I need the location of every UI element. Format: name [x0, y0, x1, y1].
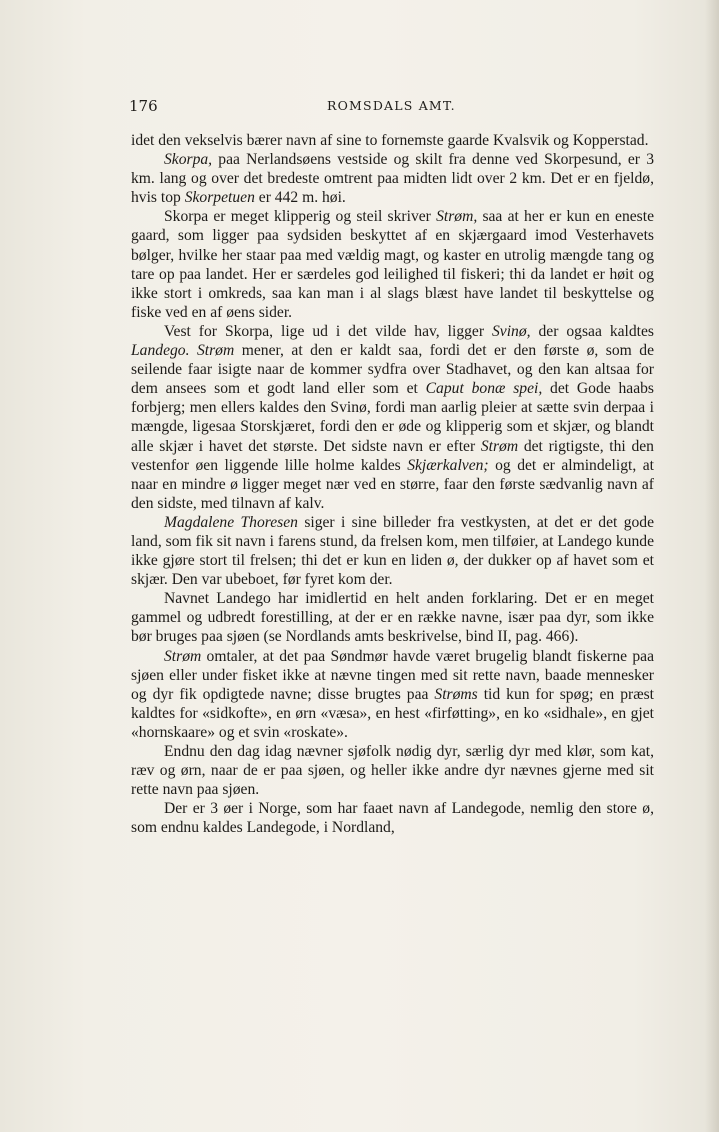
- text-run: er 442 m. høi.: [254, 189, 346, 207]
- italic-text: Skorpetuen: [184, 189, 255, 207]
- italic-text: Svinø,: [492, 322, 531, 340]
- text-run: Endnu den dag idag nævner sjøfolk nødig dyr, særlig dyr med klør, som kat, ræv og ørn, naar de er paa sjøen, og heller ikke andre dyr nævnes gjerne med sit rette navn paa sjøen.: [131, 743, 654, 799]
- italic-text: Caput bonæ spei,: [425, 380, 543, 398]
- body-text: [131, 131, 654, 837]
- text-run: Skorpa er meget klipperig og steil skriver: [164, 208, 437, 226]
- text-run: omtaler, at det paa Søndmør havde været brugelig blandt fiskerne paa sjøen eller under fisket ikke at nævne tingen med sit rette navn, baade mennesker og dyr fik opdigtede navne; disse brugtes paa: [131, 647, 654, 703]
- italic-text: Strøm: [164, 647, 202, 665]
- text-run: der ogsaa kaldtes: [530, 322, 655, 340]
- page-edge-shadow: [705, 0, 719, 1132]
- text-run: tid kun for spøg; en præst kaldtes for «sidkofte», en ørn «væsa», en hest «firføtting», en ko «sidhale», en gjet «hornskaare» og et svin «roskate».: [131, 685, 654, 741]
- running-head: ROMSDALS AMT.: [327, 98, 456, 113]
- text-run: og det er almindeligt, at naar en mindre ø ligger meget nær ved en større, faar den første sædvanlig navn af den sidste, med tilnavn af kalv.: [131, 456, 654, 512]
- paragraph: [131, 150, 654, 207]
- text-run: idet den vekselvis bærer navn af sine to fornemste gaarde Kvalsvik og Kopperstad.: [131, 132, 649, 149]
- page-header: [129, 97, 653, 119]
- text-run: Navnet Landego har imidlertid en helt anden forklaring. Det er en meget gammel og udbredt forestilling, at der er en række navne, især paa dyr, som ikke bør bruges paa sjøen (se Nordlands amts beskrivelse, bind II, pag. 466).: [131, 590, 654, 646]
- text-run: Vest for Skorpa, lige ud i det vilde hav, ligger: [164, 322, 492, 340]
- italic-text: Strøms: [434, 685, 478, 703]
- italic-text: Magdalene Thoresen: [164, 513, 298, 531]
- italic-text: Landego.: [131, 342, 190, 360]
- text-run: det rigtigste, thi den vestenfor øen liggende lille holme kaldes: [131, 437, 654, 474]
- italic-text: Strøm: [196, 342, 235, 360]
- page-number: 176: [129, 97, 158, 115]
- text-run: paa Nerlandsøens vestside og skilt fra denne ved Skorpesund, er 3 km. lang og over det bredeste omtrent paa midten lidt over 2 km. Det er en fjeldø, hvis top: [131, 151, 654, 207]
- text-run: siger i sine billeder fra vestkysten, at det er det gode land, som fik sit navn i farens stund, da frelsen kom, men tilføier, at Landego kunde ikke gjøre stort til frelsen; thi det er kun en liden ø, der dukker op af havet som et skjær. Den var ubeboet, før fyret kom der.: [131, 513, 655, 589]
- text-run: [189, 342, 196, 359]
- text-run: saa at her er kun en eneste gaard, som ligger paa sydsiden beskyttet af en skjærgaard imod Vesterhavets bølger, hvilke her staar paa med vældig magt, og kaster en utrolig mængde tang og tare op paa landet. Her er særdeles god leilighed til fiskeri; thi da landet er høit og ikke stort i omkreds, saa kan man i al slags blæst have landet til beskyttelse og fiske ved en af øens sider.: [131, 208, 654, 321]
- paragraph: [131, 589, 654, 646]
- italic-text: Skjærkalven;: [407, 456, 489, 474]
- paragraph: [131, 647, 654, 742]
- paragraph: [131, 742, 654, 799]
- italic-text: Strøm: [480, 437, 519, 455]
- paragraph: [131, 131, 654, 150]
- paragraph: [131, 207, 654, 322]
- text-run: Der er 3 øer i Norge, som har faaet navn af Landegode, nemlig den store ø, som endnu kaldes Landegode, i Nordland,: [131, 800, 654, 837]
- text-run: mener, at den er kaldt saa, fordi det er den første ø, som de seilende faar isigte naar de kommer sydfra over Stadhavet, og den kan altsaa for dem ansees som et godt land eller som et: [131, 342, 654, 398]
- paragraph: [131, 513, 654, 589]
- italic-text: Skorpa,: [164, 151, 213, 169]
- paragraph: [131, 799, 654, 837]
- text-run: det Gode haabs forbjerg; men ellers kaldes den Svinø, fordi man aarlig pleier at sætte svin derpaa i mængde, ligesaa Storskjæret, fordi den er øde og klipperig som et skjær, og blandt alle skjær i havet det største. Det sidste navn er efter: [131, 380, 654, 455]
- paragraph: [131, 322, 654, 513]
- italic-text: Strøm,: [436, 208, 478, 226]
